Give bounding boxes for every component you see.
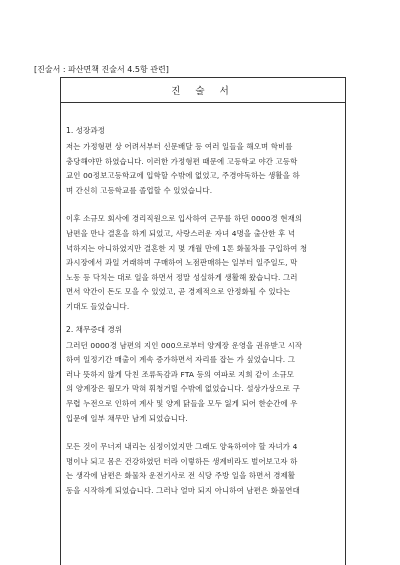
section-heading: 2. 채무증대 경위	[66, 324, 123, 334]
text-line: 면서 약간이 돈도 모을 수 있었고, 곧 경제적으로 안정화될 수 있다는	[66, 287, 291, 297]
text-line: 그러던 0000경 남편의 지인 000으로부터 양계장 운영을 권유받고 시작	[66, 340, 303, 350]
text-line: 는 생각에 남편은 화물차 운전기사로 전 식당 주방 일을 하면서 경제활	[66, 471, 296, 481]
paragraph	[66, 440, 340, 498]
text-line: 넉하지는 아니하였지만 결혼한 지 몇 개월 만에 1톤 화물차를 구입하여 청	[66, 243, 308, 253]
text-line: 이후 소규모 회사에 경리직원으로 입사하여 근무를 하던 0000경 현재의	[66, 214, 303, 224]
paragraph	[66, 212, 340, 314]
text-line: 저는 가정형편 상 어려서부터 신문배달 등 여러 일들을 해오며 학비를	[66, 142, 293, 151]
document-body	[61, 125, 345, 498]
text-line: 명이나 되고 몸은 건강하였던 터라 이렇하든 생계비라도 벌어보고자 하	[66, 456, 298, 466]
document-frame	[60, 77, 346, 565]
header-label: [진술서 : 파산면책 진술서 4.5항 관련]	[34, 65, 169, 74]
text-line: 며 간신히 고등학교를 졸업할 수 있었습니다.	[66, 185, 213, 195]
text-line: 남편을 만나 결혼을 하게 되었고, 사랑스러운 자녀 4명을 출산한 후 넉	[66, 228, 296, 238]
text-line: 교인 00정보고등학교에 입학할 수밖에 없었고, 주경야독하는 생활을 하	[66, 171, 300, 181]
text-line: 충당해야만 하였습니다. 이러한 가정형편 때문에 고등학교 야간 고등학	[66, 156, 298, 166]
text-line: 의 양계장은 월모가 막혀 휘청거릴 수밖에 없었습니다. 설상가상으로 구	[66, 384, 300, 394]
text-line: 러나 뜻하지 않게 닥친 조류독감과 FTA 등의 여파로 지희 같이 소규모	[66, 369, 295, 379]
text-line: 과시장에서 과일 거래하며 구매하여 노점판매하는 일부터 일주일도, 막	[66, 258, 298, 268]
text-line: 입문에 일부 채무만 남게 되었습니다.	[66, 413, 188, 423]
text-line: 기대도 들었습니다.	[66, 301, 130, 311]
section-heading: 1. 성장과정	[66, 126, 106, 135]
text-line: 노동 등 닥치는 대로 일을 하면서 정말 성실하게 생활해 왔습니다. 그러	[66, 272, 298, 282]
paragraph	[66, 140, 340, 198]
text-line: 모든 것이 무너져 내리는 심정이었지만 그래도 양육하여야 할 자녀가 4	[66, 442, 298, 452]
text-line: 하여 일정기간 매출이 계속 증가하면서 자리를 잡는 가 싶었습니다. 그	[66, 355, 296, 365]
document-title: 진 술 서	[61, 78, 345, 103]
text-line: 무렵 누전으로 인하여 계사 및 양계 닭들을 모두 잃게 되어 한순간에 우	[66, 398, 298, 408]
text-line: 동을 시작하게 되었습니다. 그러나 얼마 되지 아니하여 남편은 화물연대	[66, 485, 300, 495]
paragraph	[66, 339, 340, 427]
